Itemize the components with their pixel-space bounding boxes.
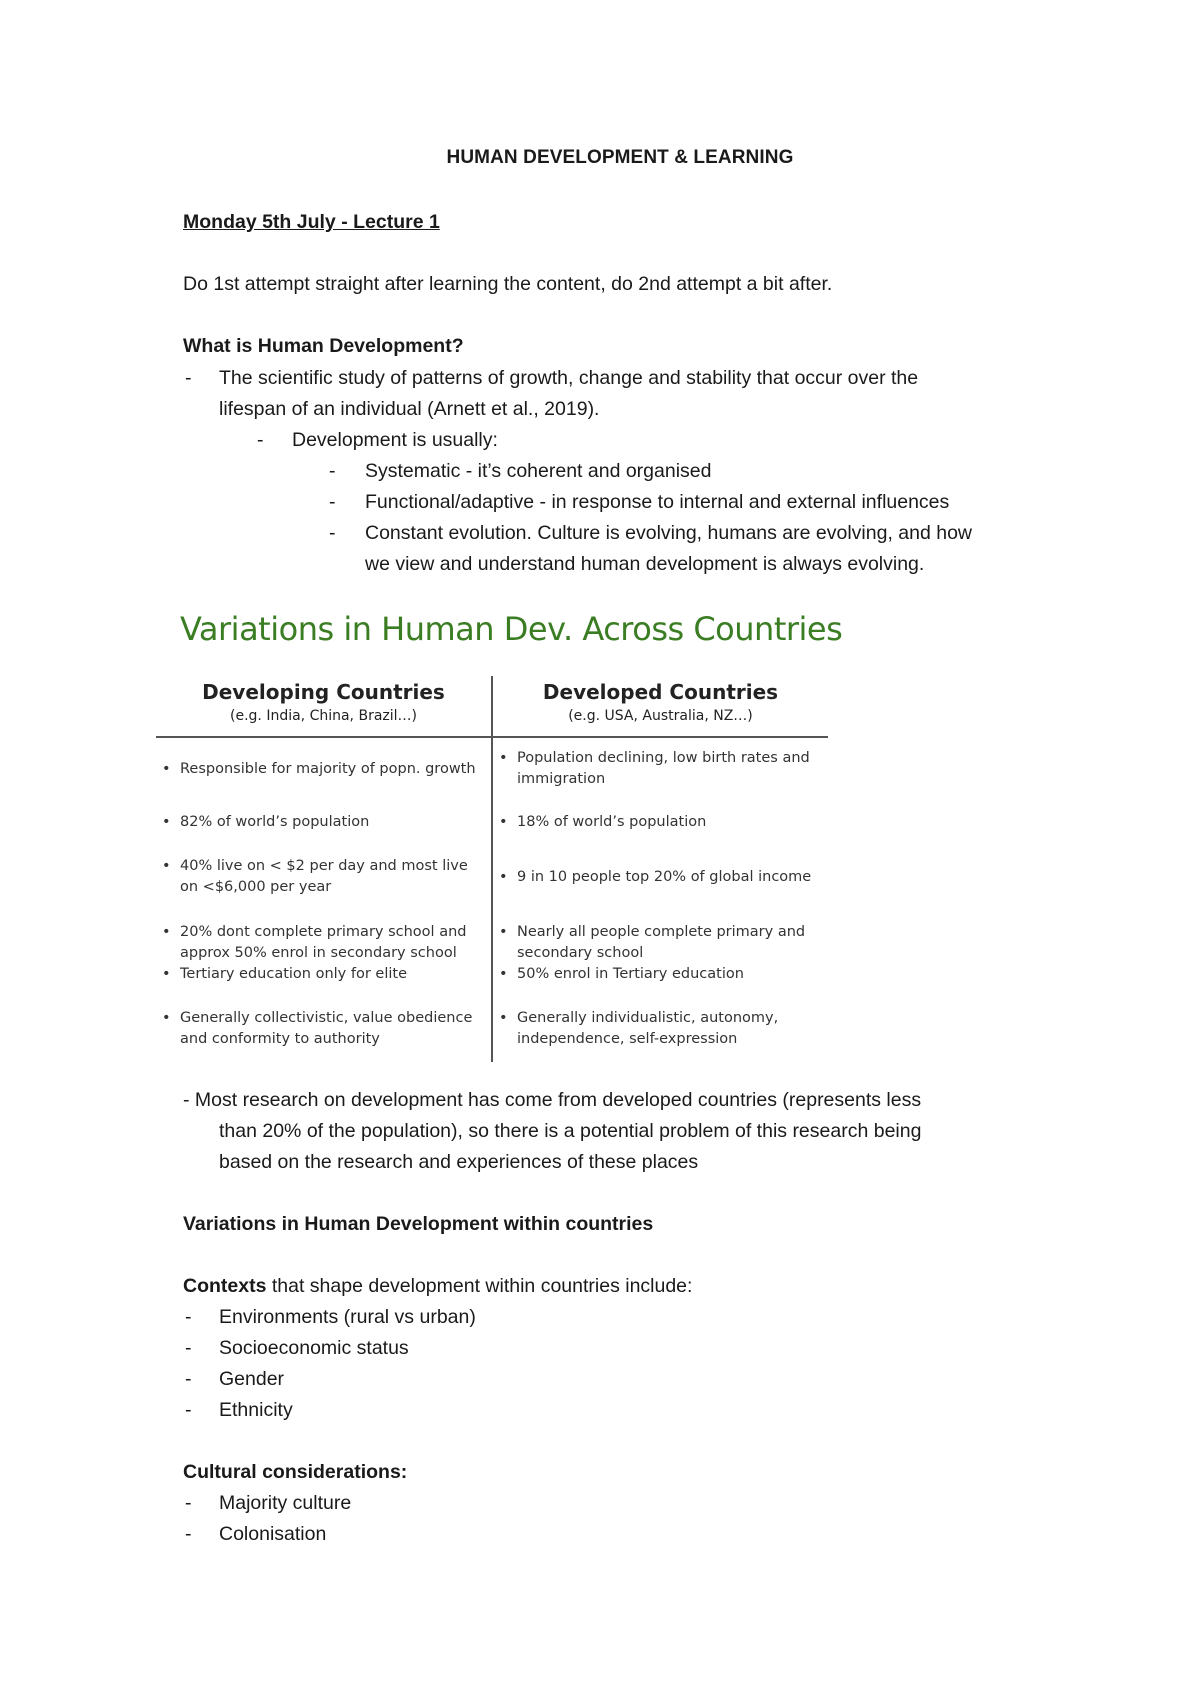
slide-title: Variations in Human Dev. Across Countries: [180, 610, 843, 648]
bullet-item: • Responsible for majority of popn. growth: [156, 759, 486, 780]
developing-cell: [156, 922, 486, 985]
developed-cell: [493, 922, 828, 985]
usually-item: Constant evolution. Culture is evolving, humans are evolving, and how: [365, 522, 973, 544]
developed-header-examples: (e.g. USA, Australia, NZ…): [568, 708, 753, 724]
developed-header-title: Developed Countries: [542, 680, 779, 704]
dash-marker: -: [329, 522, 336, 544]
developing-cell: [156, 856, 486, 898]
developed-cell: [493, 1008, 828, 1050]
bullet-item: • Generally individualistic, autonomy, independence, self-expression: [493, 1008, 828, 1050]
bullet-item: • Population declining, low birth rates and immigration: [493, 748, 828, 790]
developing-cell: [156, 812, 486, 833]
cultural-item: Majority culture: [219, 1492, 352, 1514]
intro-text: Do 1st attempt straight after learning the content, do 2nd attempt a bit after.: [183, 273, 833, 295]
definition-line-1: The scientific study of patterns of growth, change and stability that occur over the: [219, 367, 919, 389]
within-countries-heading: Variations in Human Development within countries: [183, 1213, 654, 1235]
dash-marker: -: [185, 1523, 192, 1545]
developing-header-title: Developing Countries: [202, 680, 445, 704]
bullet-item: • 40% live on < $2 per day and most live on <$6,000 per year: [156, 856, 486, 898]
context-item: Socioeconomic status: [219, 1337, 409, 1359]
bullet-item: • Nearly all people complete primary and secondary school: [493, 922, 828, 964]
usually-item-continuation: we view and understand human development is always evolving.: [365, 553, 925, 575]
developed-cell: [493, 748, 828, 790]
dash-marker: -: [329, 460, 336, 482]
bullet-item: • 20% dont complete primary school and approx 50% enrol in secondary school: [156, 922, 486, 964]
developing-cell: [156, 1008, 486, 1050]
context-item: Environments (rural vs urban): [219, 1306, 476, 1328]
research-note-line-3: based on the research and experiences of these places: [219, 1151, 699, 1173]
research-note-line-1: - Most research on development has come from developed countries (represents less: [183, 1089, 922, 1111]
research-note-line-2: than 20% of the population), so there is a potential problem of this research being: [219, 1120, 922, 1142]
lecture-heading: Monday 5th July - Lecture 1: [183, 211, 440, 233]
bullet-item: • 82% of world’s population: [156, 812, 486, 833]
dash-marker: -: [185, 367, 192, 389]
contexts-intro: [183, 1271, 692, 1302]
document-title: HUMAN DEVELOPMENT & LEARNING: [446, 147, 794, 168]
cultural-heading: Cultural considerations:: [183, 1461, 408, 1483]
usually-label: Development is usually:: [292, 429, 498, 451]
dash-marker: -: [185, 1306, 192, 1328]
dash-marker: -: [257, 429, 264, 451]
developing-header-examples: (e.g. India, China, Brazil…): [230, 708, 417, 724]
dash-marker: -: [185, 1368, 192, 1390]
context-item: Ethnicity: [219, 1399, 293, 1421]
dash-marker: -: [185, 1399, 192, 1421]
bullet-item: • Tertiary education only for elite: [156, 964, 486, 985]
contexts-rest: that shape development within countries include:: [266, 1275, 693, 1297]
developed-cell: [493, 812, 828, 833]
developed-cell: [493, 867, 828, 888]
bullet-item: • 18% of world’s population: [493, 812, 828, 833]
what-is-heading: What is Human Development?: [183, 335, 464, 357]
developed-header: [493, 680, 828, 724]
definition-line-2: lifespan of an individual (Arnett et al., 2019).: [219, 398, 600, 420]
cultural-item: Colonisation: [219, 1523, 327, 1545]
dash-marker: -: [185, 1492, 192, 1514]
dash-marker: -: [185, 1337, 192, 1359]
dash-marker: -: [329, 491, 336, 513]
developing-cell: [156, 759, 486, 780]
context-item: Gender: [219, 1368, 285, 1390]
slide-image: [148, 598, 843, 1068]
usually-item: Functional/adaptive - in response to internal and external influences: [365, 491, 950, 513]
bullet-item: • Generally collectivistic, value obedience and conformity to authority: [156, 1008, 486, 1050]
bullet-item: • 9 in 10 people top 20% of global income: [493, 867, 828, 888]
contexts-bold: Contexts: [183, 1275, 267, 1297]
developing-header: [156, 680, 491, 724]
usually-item: Systematic - it’s coherent and organised: [365, 460, 712, 482]
bullet-item: • 50% enrol in Tertiary education: [493, 964, 828, 985]
